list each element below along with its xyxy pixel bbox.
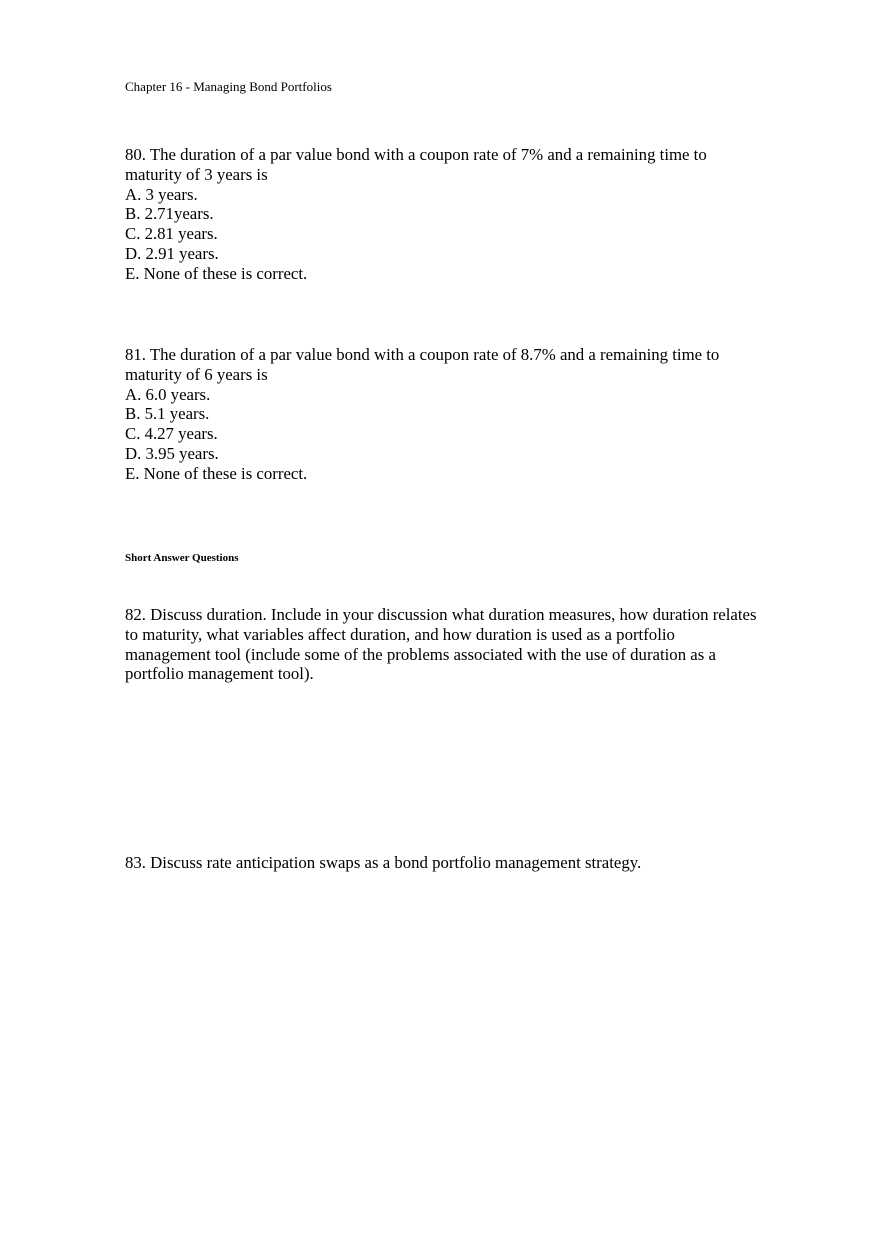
question-text: to maturity, what variables affect duration, and how duration is used as a portfolio — [125, 624, 675, 644]
question-text: 83. Discuss rate anticipation swaps as a bond portfolio management strategy. — [125, 853, 642, 872]
option-d: D. 2.91 years. — [125, 243, 219, 263]
question-text: management tool (include some of the problems associated with the use of duration as a — [125, 644, 716, 664]
question-83 — [125, 853, 785, 873]
question-text: portfolio management tool). — [125, 664, 314, 684]
option-c: C. 2.81 years. — [125, 224, 218, 244]
question-text: 80. The duration of a par value bond with a coupon rate of 7% and a remaining time to — [125, 145, 707, 164]
question-text: maturity of 6 years is — [125, 364, 268, 384]
question-80 — [125, 145, 785, 284]
option-e: E. None of these is correct. — [125, 263, 308, 283]
question-text: 81. The duration of a par value bond with a coupon rate of 8.7% and a remaining time to — [125, 345, 720, 364]
option-a: A. 3 years. — [125, 184, 198, 204]
question-text: 82. Discuss duration. Include in your discussion what duration measures, how duration relates — [125, 605, 757, 624]
option-e: E. None of these is correct. — [125, 463, 308, 483]
option-d: D. 3.95 years. — [125, 443, 219, 463]
question-82 — [125, 605, 785, 684]
option-b: B. 2.71years. — [125, 204, 214, 224]
page-header: Chapter 16 - Managing Bond Portfolios — [125, 79, 332, 94]
question-81 — [125, 345, 785, 484]
option-b: B. 5.1 years. — [125, 404, 210, 424]
section-title: Short Answer Questions — [125, 552, 239, 564]
option-a: A. 6.0 years. — [125, 384, 211, 404]
question-text: maturity of 3 years is — [125, 164, 268, 184]
option-c: C. 4.27 years. — [125, 424, 218, 444]
